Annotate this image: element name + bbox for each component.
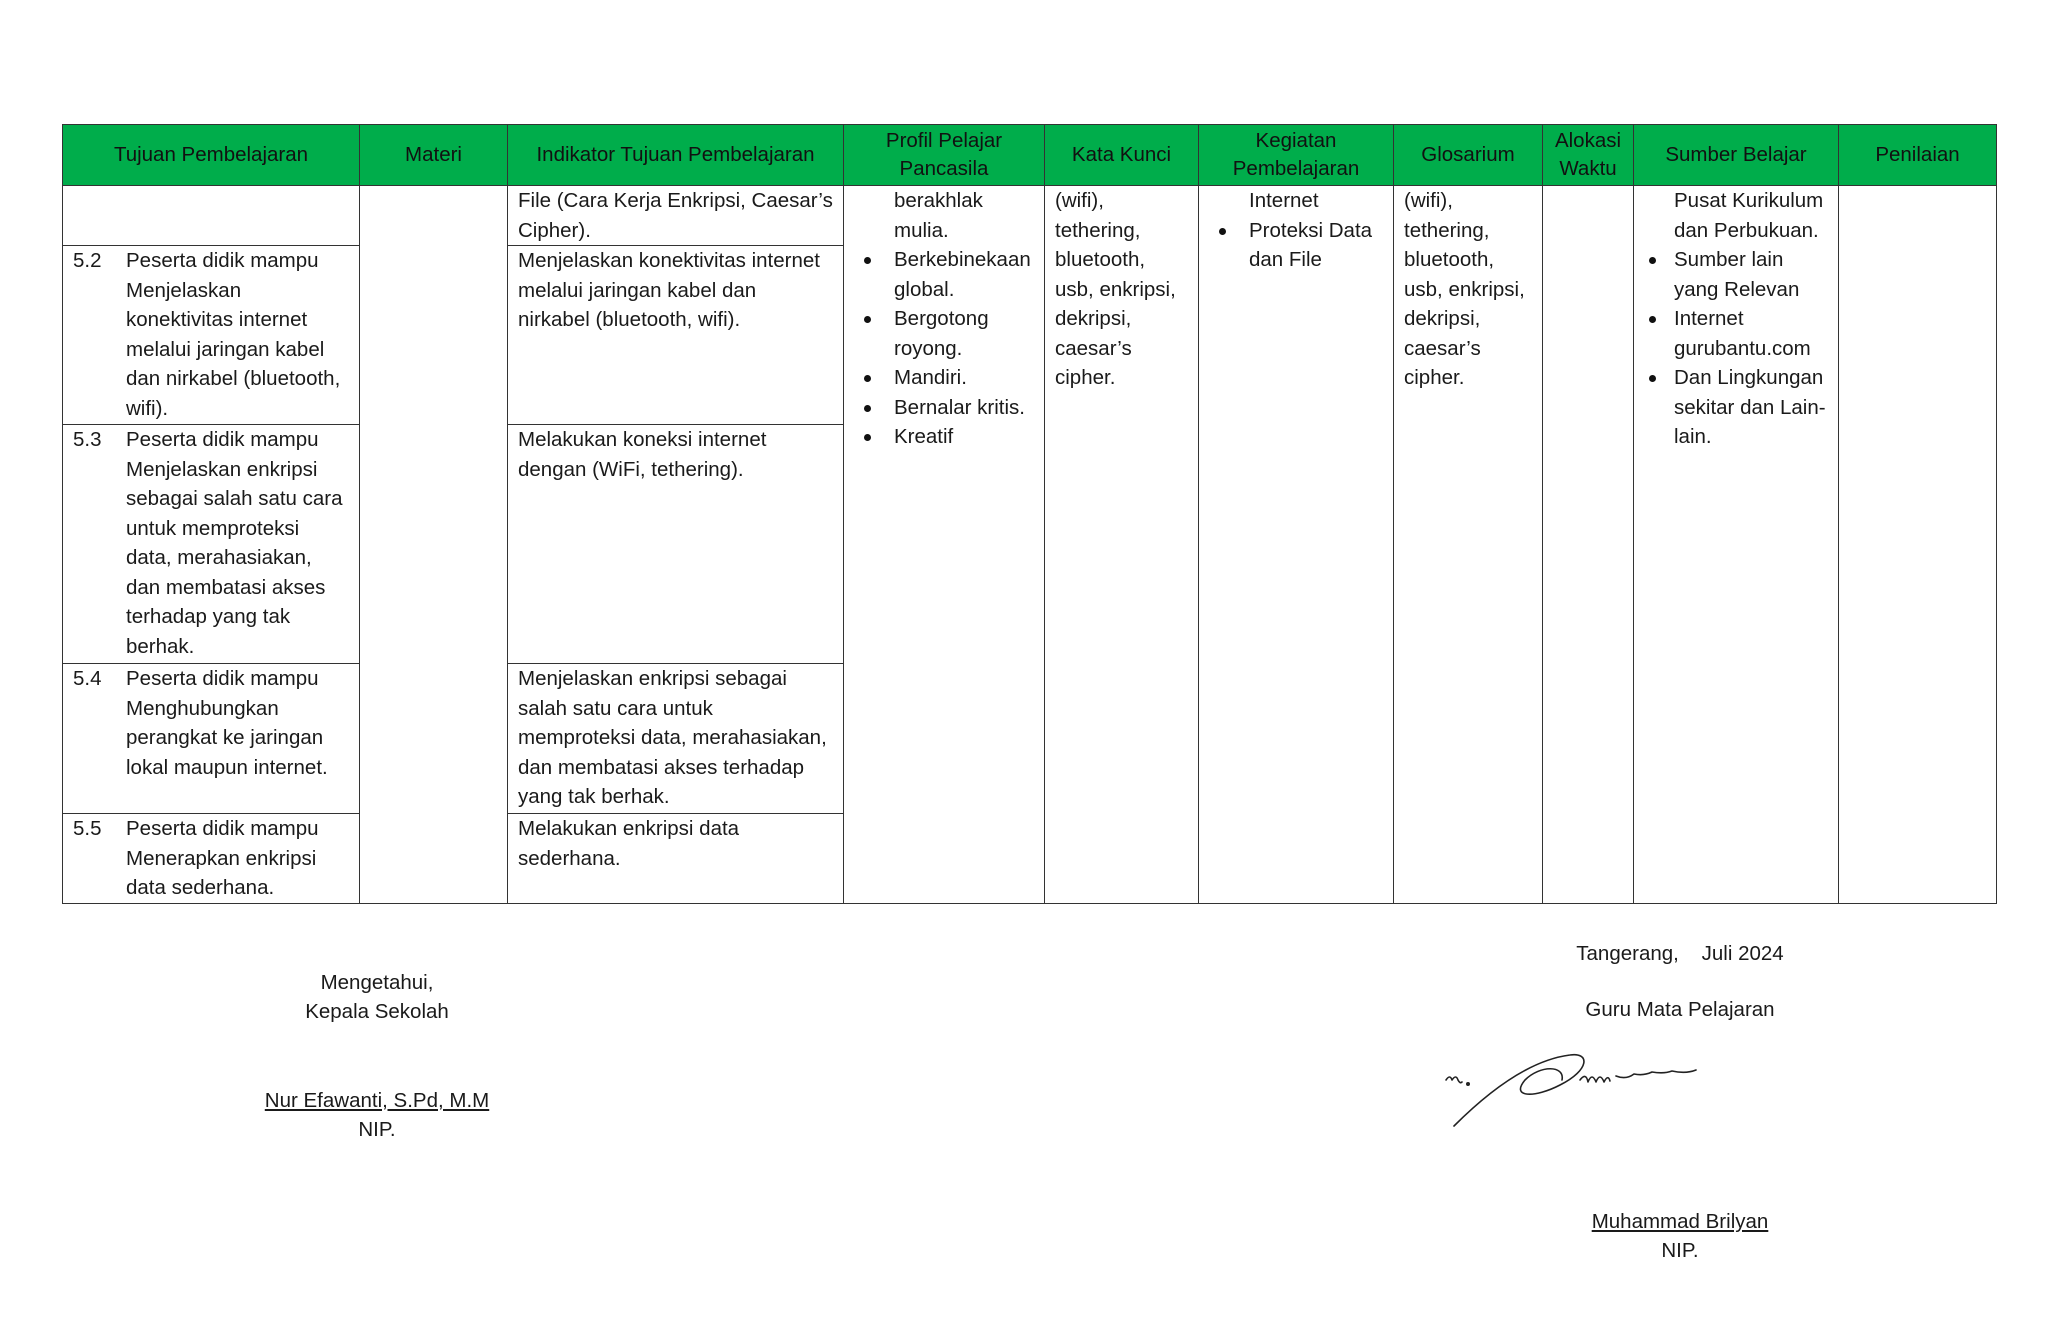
header-sumber-belajar: Sumber Belajar [1634,125,1839,186]
list-item: Berkebinekaan global. [854,245,1034,304]
indikator-cell: File (Cara Kerja Enkripsi, Caesar’s Cipher). [508,186,844,246]
list-item: Dan Lingkungan sekitar dan Lain-lain. [1644,363,1828,452]
tujuan-number: 5.3 [73,428,102,451]
acknowledged-label: Mengetahui, [320,971,434,994]
header-indikator: Indikator Tujuan Pembelajaran [508,125,844,186]
tujuan-cell [63,814,360,904]
tujuan-text: Peserta didik mampu Menjelaskan enkripsi sebagai salah satu cara untuk memproteksi data, merahasiakan, dan membatasi akses terhadap yang tak berhak. [126,428,343,658]
list-item: Sumber lain yang Relevan [1644,245,1828,304]
header-tujuan-pembelajaran: Tujuan Pembelajaran [63,125,360,186]
tujuan-cell [63,186,360,246]
list-item: Internet gurubantu.com [1644,304,1828,363]
place-date: Tangerang, Juli 2024 [1576,942,1784,965]
indikator-cell: Menjelaskan enkripsi sebagai salah satu cara untuk memproteksi data, merahasiakan, dan membatasi akses terhadap yang tak berhak. [508,664,844,814]
kegiatan-list [1209,186,1383,275]
principal-nip: NIP. [358,1118,396,1141]
header-profil-pelajar: Profil Pelajar Pancasila [844,125,1045,186]
tujuan-cell [63,425,360,664]
sumber-belajar-cell [1634,186,1839,904]
list-item: Internet [1249,189,1319,212]
list-item: Bernalar kritis. [854,393,1034,423]
header-materi: Materi [360,125,508,186]
tujuan-text: Peserta didik mampu Menerapkan enkripsi data sederhana. [126,817,319,899]
principal-name: Nur Efawanti, S.Pd, M.M [264,1089,490,1112]
penilaian-cell [1839,186,1997,904]
table-header-row [63,125,1997,186]
list-item: Kreatif [854,422,1034,452]
signature-left [227,968,527,1144]
list-item: Pusat Kurikulum dan Perbukuan. [1674,189,1824,242]
teacher-name: Muhammad Brilyan [1591,1210,1769,1233]
alokasi-waktu-cell [1543,186,1634,904]
list-item: Mandiri. [854,363,1034,393]
tujuan-number: 5.4 [73,667,102,690]
profil-cell [844,186,1045,904]
kegiatan-cell [1199,186,1394,904]
indikator-cell: Melakukan koneksi internet dengan (WiFi, tethering). [508,425,844,664]
indikator-cell: Melakukan enkripsi data sederhana. [508,814,844,904]
list-item: berakhlak mulia. [894,189,983,242]
tujuan-cell [63,664,360,814]
tujuan-number: 5.5 [73,817,102,840]
signature-right [1530,939,1830,1024]
header-penilaian: Penilaian [1839,125,1997,186]
materi-cell [360,186,508,904]
tujuan-text: Peserta didik mampu Menjelaskan konektivitas internet melalui jaringan kabel dan nirkabel (bluetooth, wifi). [126,249,341,420]
tujuan-number: 5.2 [73,249,102,272]
rpp-table [62,124,1997,904]
header-kata-kunci: Kata Kunci [1045,125,1199,186]
table-row [63,186,1997,246]
header-glosarium: Glosarium [1394,125,1543,186]
sumber-list [1644,186,1828,452]
indikator-cell: Menjelaskan konektivitas internet melalui jaringan kabel dan nirkabel (bluetooth, wifi). [508,246,844,425]
teacher-role: Guru Mata Pelajaran [1585,998,1775,1021]
list-item: Bergotong royong. [854,304,1034,363]
header-kegiatan: Kegiatan Pembelajaran [1199,125,1394,186]
kata-kunci-cell: (wifi), tethering, bluetooth, usb, enkripsi, dekripsi, caesar’s cipher. [1045,186,1199,904]
handwritten-signature [1440,1040,1720,1130]
header-alokasi-waktu: Alokasi Waktu [1543,125,1634,186]
profil-list [854,186,1034,452]
glosarium-cell: (wifi), tethering, bluetooth, usb, enkripsi, dekripsi, caesar’s cipher. [1394,186,1543,904]
list-item: Proteksi Data dan File [1209,216,1383,275]
tujuan-cell [63,246,360,425]
teacher-nip: NIP. [1661,1239,1699,1262]
teacher-signature-block [1530,1207,1830,1265]
principal-role: Kepala Sekolah [305,1000,449,1023]
tujuan-text: Peserta didik mampu Menghubungkan perangkat ke jaringan lokal maupun internet. [126,667,328,779]
